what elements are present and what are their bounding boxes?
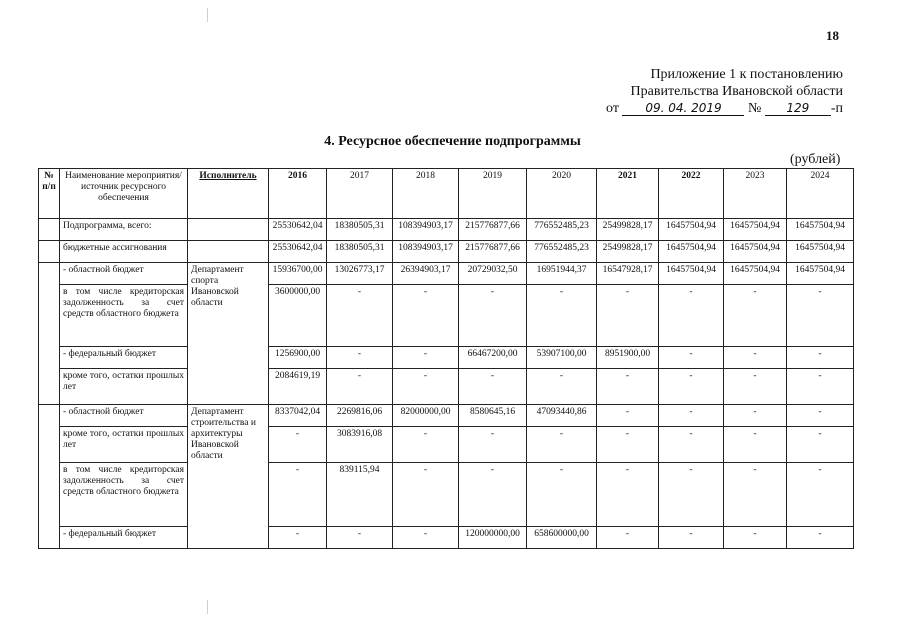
value-cell: - (393, 427, 459, 463)
value-cell: - (659, 463, 724, 527)
value-cell: - (459, 285, 527, 347)
value-cell: 53907100,00 (527, 347, 597, 369)
table-row (39, 263, 854, 285)
value-cell: 16457504,94 (787, 241, 854, 263)
value-cell: - (327, 369, 393, 405)
value-cell: - (597, 427, 659, 463)
value-cell: 3083916,08 (327, 427, 393, 463)
value-cell: 108394903,17 (393, 219, 459, 241)
value-cell: - (659, 427, 724, 463)
value-cell: 16547928,17 (597, 263, 659, 285)
handwritten-number: 129 (765, 101, 831, 116)
value-cell: 2084619,19 (269, 369, 327, 405)
value-cell: 25530642,04 (269, 241, 327, 263)
table-row (39, 347, 854, 369)
value-cell: 47093440,86 (527, 405, 597, 427)
executor-cell (188, 241, 269, 263)
value-cell: - (393, 347, 459, 369)
value-cell: 16457504,94 (659, 241, 724, 263)
value-cell: - (724, 527, 787, 549)
header-name: Наименование мероприятия/источник ресурсного обеспечения (60, 169, 188, 219)
number-sign: № (747, 101, 762, 116)
value-cell: - (597, 405, 659, 427)
value-cell: 16457504,94 (724, 219, 787, 241)
value-cell: - (659, 369, 724, 405)
value-cell: - (659, 405, 724, 427)
header-year: 2024 (787, 169, 854, 219)
header-year: 2017 (327, 169, 393, 219)
value-cell: 16457504,94 (724, 263, 787, 285)
row-label: в том числе кредиторская задолженность за счет средств областного бюджета (60, 463, 188, 527)
row-label: - федеральный бюджет (60, 347, 188, 369)
value-cell: - (269, 427, 327, 463)
appendix-line-3 (583, 100, 843, 117)
value-cell: - (527, 463, 597, 527)
value-cell: - (393, 463, 459, 527)
value-cell: 658600000,00 (527, 527, 597, 549)
value-cell: - (787, 427, 854, 463)
value-cell: 16457504,94 (659, 219, 724, 241)
section-title: 4. Ресурсное обеспечение подпрограммы (324, 134, 581, 149)
value-cell: 2269816,06 (327, 405, 393, 427)
value-cell: 776552485,23 (527, 241, 597, 263)
table-row (39, 241, 854, 263)
page-number: 18 (826, 28, 839, 43)
value-cell: 15936700,00 (269, 263, 327, 285)
header-year: 2023 (724, 169, 787, 219)
table-row (39, 405, 854, 427)
value-cell: 25499828,17 (597, 219, 659, 241)
value-cell: 8337042,04 (269, 405, 327, 427)
executor-sport: Департамент спорта Ивановской области (188, 263, 269, 405)
row-label: - областной бюджет (60, 263, 188, 285)
scan-mark (207, 600, 208, 614)
value-cell: 16951944,37 (527, 263, 597, 285)
value-cell: - (787, 285, 854, 347)
value-cell: 839115,94 (327, 463, 393, 527)
row-label: кроме того, остатки прошлых лет (60, 427, 188, 463)
value-cell: 8951900,00 (597, 347, 659, 369)
value-cell: - (393, 527, 459, 549)
value-cell: 26394903,17 (393, 263, 459, 285)
row-label: - областной бюджет (60, 405, 188, 427)
num-cell (39, 241, 60, 263)
value-cell: - (597, 527, 659, 549)
value-cell: 16457504,94 (787, 263, 854, 285)
num-cell (39, 405, 60, 549)
row-label: - федеральный бюджет (60, 527, 188, 549)
value-cell: - (724, 427, 787, 463)
header-executor: Исполнитель (188, 169, 269, 219)
num-cell (39, 263, 60, 405)
value-cell: - (597, 369, 659, 405)
value-cell: - (269, 463, 327, 527)
resource-table (38, 168, 854, 549)
value-cell: - (724, 463, 787, 527)
table-row (39, 427, 854, 463)
value-cell: - (597, 285, 659, 347)
header-year: 2019 (459, 169, 527, 219)
value-cell: - (459, 427, 527, 463)
handwritten-date: 09. 04. 2019 (622, 101, 744, 116)
value-cell: 776552485,23 (527, 219, 597, 241)
value-cell: 13026773,17 (327, 263, 393, 285)
value-cell: 108394903,17 (393, 241, 459, 263)
value-cell: 82000000,00 (393, 405, 459, 427)
value-cell: - (724, 285, 787, 347)
header-year: 2022 (659, 169, 724, 219)
value-cell: 25530642,04 (269, 219, 327, 241)
row-label: Подпрограмма, всего: (60, 219, 188, 241)
header-num: № п/п (39, 169, 60, 219)
value-cell: - (527, 369, 597, 405)
appendix-line-1: Приложение 1 к постановлению (650, 67, 843, 82)
appendix-block (583, 66, 843, 117)
value-cell: - (527, 285, 597, 347)
row-label: кроме того, остатки прошлых лет (60, 369, 188, 405)
value-cell: - (787, 463, 854, 527)
value-cell: - (724, 405, 787, 427)
row-label: бюджетные ассигнования (60, 241, 188, 263)
value-cell: - (327, 285, 393, 347)
value-cell: 25499828,17 (597, 241, 659, 263)
table-row (39, 369, 854, 405)
value-cell: - (269, 527, 327, 549)
value-cell: 20729032,50 (459, 263, 527, 285)
table-row (39, 463, 854, 527)
table-row (39, 285, 854, 347)
value-cell: - (787, 347, 854, 369)
scan-mark (207, 8, 208, 22)
value-cell: - (527, 427, 597, 463)
value-cell: 18380505,31 (327, 241, 393, 263)
value-cell: 16457504,94 (659, 263, 724, 285)
value-cell: 8580645,16 (459, 405, 527, 427)
value-cell: 16457504,94 (724, 241, 787, 263)
number-suffix: -п (830, 101, 843, 116)
value-cell: 215776877,66 (459, 219, 527, 241)
unit-label: (рублей) (790, 152, 841, 167)
value-cell: 18380505,31 (327, 219, 393, 241)
table-header-row (39, 169, 854, 219)
value-cell: 16457504,94 (787, 219, 854, 241)
value-cell: 66467200,00 (459, 347, 527, 369)
value-cell: 215776877,66 (459, 241, 527, 263)
value-cell: - (597, 463, 659, 527)
header-year: 2018 (393, 169, 459, 219)
value-cell: - (393, 285, 459, 347)
executor-cell (188, 219, 269, 241)
value-cell: - (393, 369, 459, 405)
header-year: 2020 (527, 169, 597, 219)
value-cell: - (787, 369, 854, 405)
header-year: 2016 (269, 169, 327, 219)
value-cell: - (327, 347, 393, 369)
value-cell: - (659, 347, 724, 369)
num-cell (39, 219, 60, 241)
value-cell: - (724, 369, 787, 405)
value-cell: 120000000,00 (459, 527, 527, 549)
value-cell: - (659, 527, 724, 549)
value-cell: - (459, 463, 527, 527)
value-cell: - (787, 405, 854, 427)
table-row (39, 219, 854, 241)
executor-construction: Департамент строительства и архитектуры Ивановской области (188, 405, 269, 549)
value-cell: - (327, 527, 393, 549)
value-cell: - (787, 527, 854, 549)
value-cell: 3600000,00 (269, 285, 327, 347)
table-row (39, 527, 854, 549)
value-cell: 1256900,00 (269, 347, 327, 369)
appendix-line-2: Правительства Ивановской области (630, 84, 843, 99)
value-cell: - (659, 285, 724, 347)
value-cell: - (724, 347, 787, 369)
header-year: 2021 (597, 169, 659, 219)
value-cell: - (459, 369, 527, 405)
row-label: в том числе кредиторская задолженность за счет средств областного бюджета (60, 285, 188, 347)
from-prefix: от (606, 101, 619, 116)
